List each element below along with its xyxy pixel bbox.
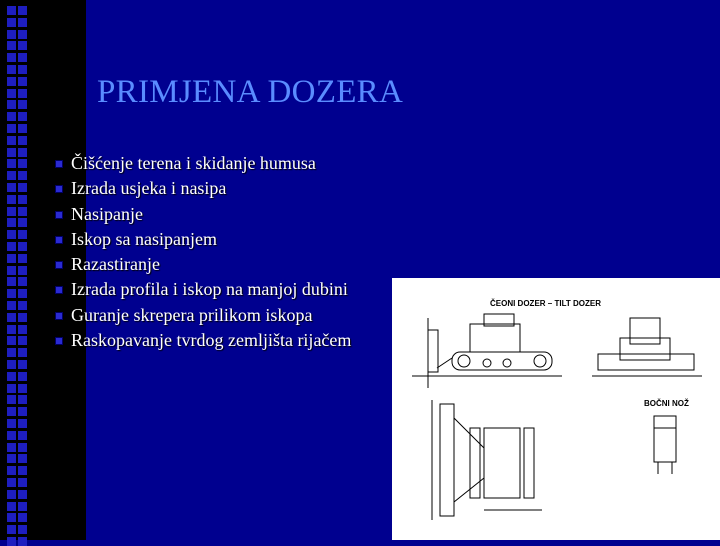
decorative-square <box>7 171 16 180</box>
decorative-square <box>7 254 16 263</box>
decorative-square <box>7 490 16 499</box>
decorative-square <box>7 336 16 345</box>
decorative-square <box>7 407 16 416</box>
decorative-square <box>18 407 27 416</box>
decorative-square <box>18 254 27 263</box>
decorative-square <box>18 6 27 15</box>
decorative-square <box>18 53 27 62</box>
decorative-square <box>7 513 16 522</box>
decorative-square <box>7 148 16 157</box>
decorative-square <box>18 30 27 39</box>
decorative-square <box>7 195 16 204</box>
decorative-square <box>7 289 16 298</box>
bullet-text: Guranje skrepera prilikom iskopa <box>71 304 313 325</box>
decorative-square <box>18 77 27 86</box>
decorative-square <box>18 537 27 546</box>
decorative-square <box>7 18 16 27</box>
decorative-square <box>18 490 27 499</box>
square-bullet-icon <box>55 211 63 219</box>
square-bullet-icon <box>55 261 63 269</box>
bullet-item <box>55 252 351 277</box>
side-blade-label: BOČNI NOŽ <box>644 399 689 408</box>
decorative-square <box>7 384 16 393</box>
square-bullet-icon <box>55 286 63 294</box>
decorative-square <box>7 313 16 322</box>
decorative-square <box>7 136 16 145</box>
decorative-square <box>7 124 16 133</box>
bullet-text: Izrada usjeka i nasipa <box>71 178 227 199</box>
bullet-item <box>55 303 351 328</box>
decorative-square <box>18 41 27 50</box>
top-view-dozer <box>432 400 542 520</box>
decorative-square <box>7 77 16 86</box>
bullet-item <box>55 202 351 227</box>
square-bullet-icon <box>55 160 63 168</box>
bullet-list <box>55 151 351 353</box>
decorative-square <box>7 159 16 168</box>
decorative-square <box>18 65 27 74</box>
decorative-square <box>18 277 27 286</box>
decorative-square <box>7 266 16 275</box>
decorative-square <box>7 466 16 475</box>
decorative-square <box>7 207 16 216</box>
decorative-square <box>7 395 16 404</box>
decorative-square <box>18 112 27 121</box>
decorative-square <box>18 313 27 322</box>
bullet-text: Izrada profila i iskop na manjoj dubini <box>71 279 348 300</box>
decorative-square <box>7 242 16 251</box>
decorative-square <box>7 89 16 98</box>
decorative-square <box>7 431 16 440</box>
decorative-square <box>7 502 16 511</box>
decorative-square <box>18 195 27 204</box>
decorative-square <box>18 372 27 381</box>
decorative-square <box>7 348 16 357</box>
decorative-square <box>7 218 16 227</box>
decorative-square <box>18 431 27 440</box>
square-bullet-icon <box>55 312 63 320</box>
decorative-square <box>7 30 16 39</box>
decorative-square <box>7 372 16 381</box>
decorative-square <box>7 230 16 239</box>
square-bullet-icon <box>55 337 63 345</box>
decorative-square <box>18 395 27 404</box>
decorative-square <box>18 360 27 369</box>
decorative-square <box>7 301 16 310</box>
dozer-drawing-svg <box>392 278 720 540</box>
decorative-square <box>7 277 16 286</box>
bullet-item <box>55 176 351 201</box>
bullet-item <box>55 227 351 252</box>
decorative-square <box>18 148 27 157</box>
decorative-square <box>18 242 27 251</box>
decorative-square <box>18 18 27 27</box>
bullet-text: Razastiranje <box>71 254 160 275</box>
decorative-square <box>18 136 27 145</box>
decorative-square <box>18 124 27 133</box>
decorative-square <box>18 171 27 180</box>
front-view-dozer <box>592 318 702 376</box>
decorative-square <box>18 325 27 334</box>
decorative-square <box>18 89 27 98</box>
decorative-square <box>7 478 16 487</box>
bullet-text: Raskopavanje tvrdog zemljišta rijačem <box>71 330 352 351</box>
decorative-square <box>18 301 27 310</box>
decorative-square <box>18 266 27 275</box>
side-blade-drawing <box>654 416 676 474</box>
decorative-square <box>7 443 16 452</box>
decorative-square <box>18 454 27 463</box>
decorative-square <box>18 502 27 511</box>
decorative-square <box>7 183 16 192</box>
decorative-square <box>18 336 27 345</box>
drawing-title-label: ČEONI DOZER – TILT DOZER <box>490 299 601 308</box>
decorative-square <box>18 513 27 522</box>
decorative-square <box>18 525 27 534</box>
bullet-item <box>55 328 351 353</box>
decorative-square <box>7 100 16 109</box>
decorative-square <box>7 419 16 428</box>
square-bullet-icon <box>55 185 63 193</box>
decorative-square <box>7 325 16 334</box>
square-bullet-icon <box>55 236 63 244</box>
decorative-square <box>7 65 16 74</box>
decorative-square <box>18 466 27 475</box>
slide-title: PRIMJENA DOZERA <box>97 74 404 110</box>
decorative-square <box>18 183 27 192</box>
bullet-item <box>55 151 351 176</box>
bullet-text: Nasipanje <box>71 203 143 224</box>
decorative-square <box>7 537 16 546</box>
decorative-square <box>18 384 27 393</box>
decorative-square <box>18 478 27 487</box>
decorative-square <box>18 348 27 357</box>
decorative-square <box>18 100 27 109</box>
decorative-square <box>7 53 16 62</box>
decorative-square <box>18 230 27 239</box>
decorative-square <box>18 289 27 298</box>
decorative-square <box>7 360 16 369</box>
bullet-text: Čišćenje terena i skidanje humusa <box>71 153 316 173</box>
decorative-square <box>18 218 27 227</box>
decorative-square <box>18 419 27 428</box>
decorative-square <box>7 454 16 463</box>
dozer-technical-drawing <box>392 278 720 540</box>
decorative-square <box>18 443 27 452</box>
bullet-item <box>55 277 351 302</box>
side-view-dozer <box>412 314 562 388</box>
bullet-text: Iskop sa nasipanjem <box>71 228 217 249</box>
decorative-square <box>7 112 16 121</box>
decorative-square <box>7 525 16 534</box>
decorative-square <box>18 207 27 216</box>
decorative-square <box>7 6 16 15</box>
decorative-square <box>7 41 16 50</box>
decorative-square <box>18 159 27 168</box>
